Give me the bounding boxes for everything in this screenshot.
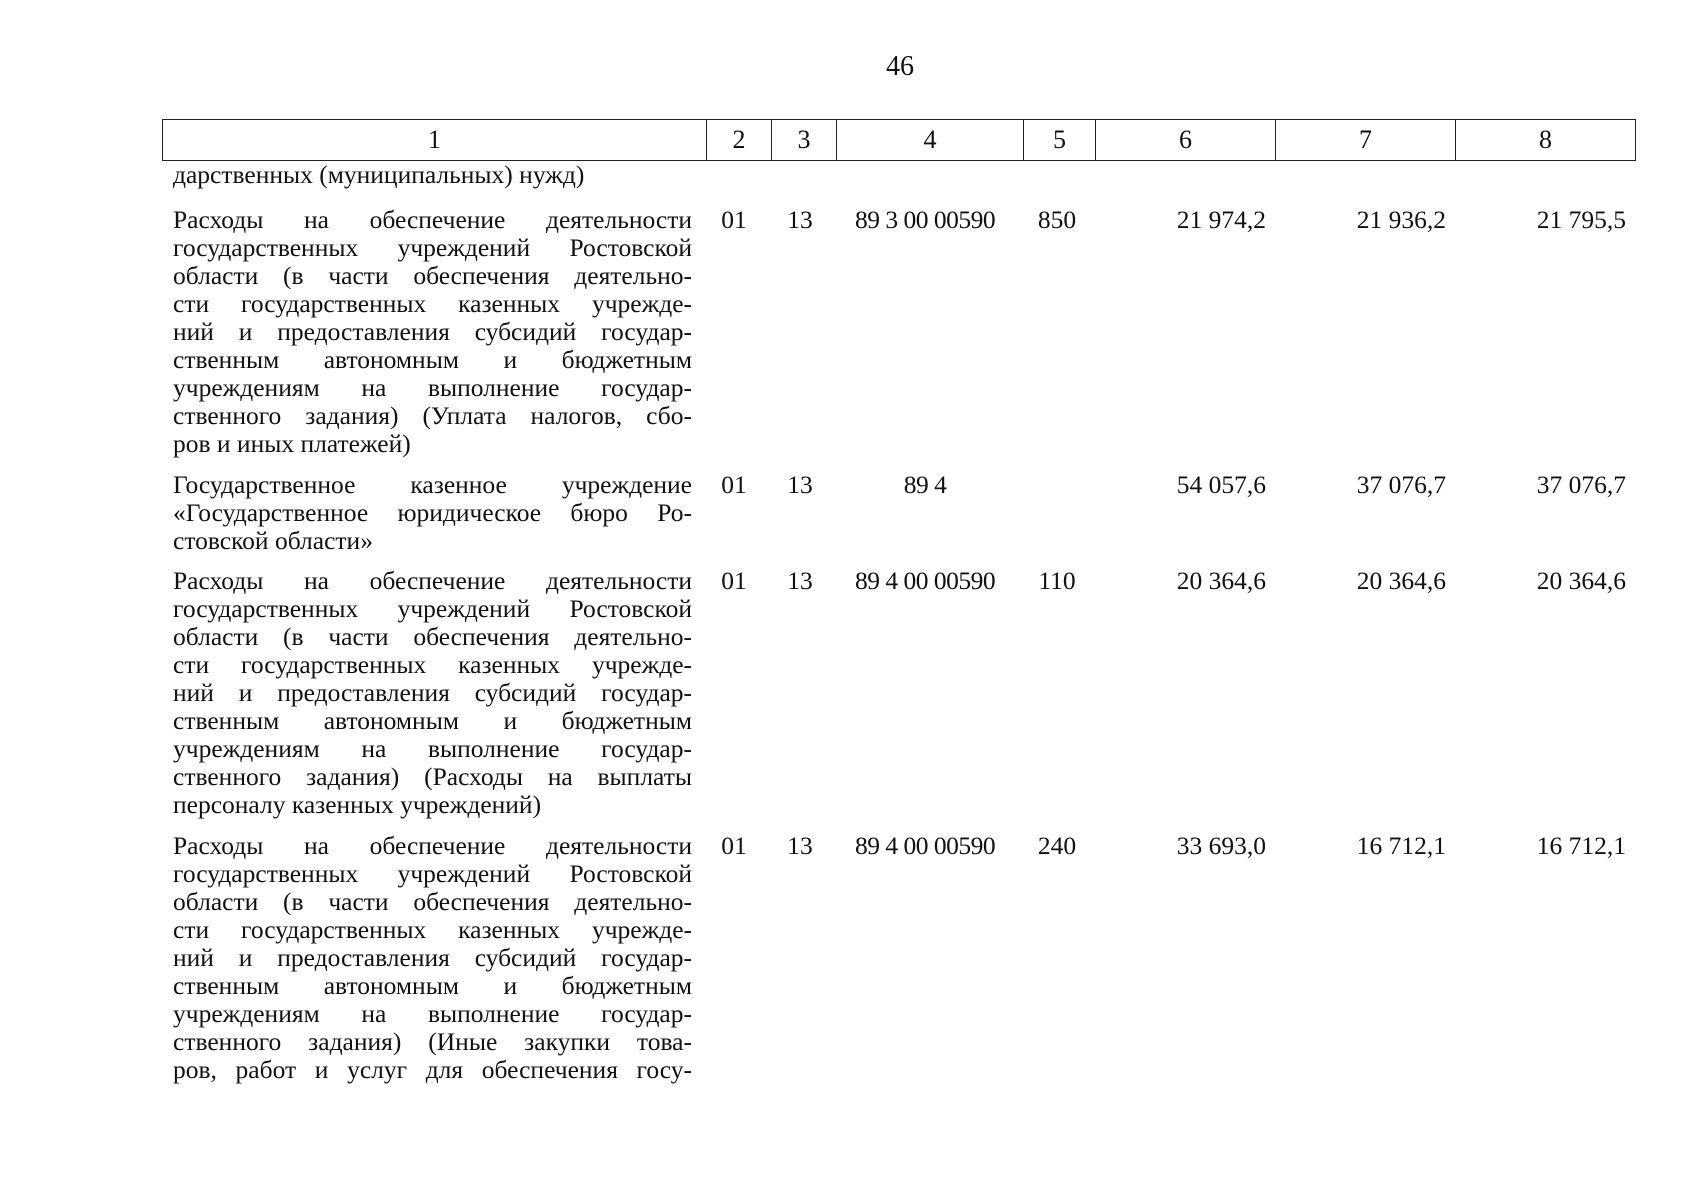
amount-col-7: 37 076,7 — [1356, 470, 1446, 499]
amount-col-6: 21 974,2 — [1176, 205, 1266, 234]
amount-col-7: 21 936,2 — [1356, 205, 1446, 234]
row-name-line: ственного задания) (Иные закупки това- — [173, 1027, 692, 1056]
section-code: 01 — [721, 205, 747, 234]
row-name-line: учреждениям на выполнение государ- — [173, 999, 692, 1028]
section-code: 01 — [721, 566, 747, 595]
row-name-line: ний и предоставления субсидий государ- — [173, 678, 692, 707]
expense-type-code: 240 — [1037, 831, 1077, 860]
column-header-table — [162, 119, 1636, 161]
column-header-8: 8 — [1456, 120, 1636, 161]
row-name — [173, 471, 692, 555]
row-name-line: ний и предоставления субсидий государ- — [173, 943, 692, 972]
row-name-line: Расходы на обеспечение деятельности — [173, 205, 692, 234]
amount-col-6: 20 364,6 — [1176, 566, 1266, 595]
row-name — [173, 567, 692, 819]
page-number: 46 — [886, 51, 914, 82]
subsection-code: 13 — [787, 205, 813, 234]
expense-type-code: 850 — [1037, 205, 1077, 234]
row-name-line: ров и иных платежей) — [173, 429, 411, 458]
column-header-4: 4 — [837, 120, 1024, 161]
amount-col-8: 16 712,1 — [1536, 831, 1626, 860]
expense-type-code: 110 — [1038, 566, 1076, 595]
row-name-line: сти государственных казенных учрежде- — [173, 289, 692, 318]
amount-col-7: 20 364,6 — [1356, 566, 1446, 595]
row-name-line: ров, работ и услуг для обеспечения госу- — [173, 1055, 692, 1084]
row-name-line: области (в части обеспечения деятельно- — [173, 261, 692, 290]
target-article-code: 89 4 00 00590 — [854, 566, 996, 595]
target-article-code: 89 4 — [903, 470, 947, 499]
amount-col-6: 33 693,0 — [1176, 831, 1266, 860]
subsection-code: 13 — [787, 470, 813, 499]
amount-col-8: 37 076,7 — [1536, 470, 1626, 499]
continuation-text: дарственных (муниципальных) нужд) — [173, 160, 585, 189]
subsection-code: 13 — [787, 566, 813, 595]
row-name-line: стовской области» — [173, 526, 373, 555]
row-name-line: персоналу казенных учреждений) — [173, 790, 542, 819]
column-header-row — [163, 120, 1636, 161]
row-name-line: ственного задания) (Расходы на выплаты — [173, 762, 692, 791]
row-name-line: ственным автономным и бюджетным — [173, 706, 692, 735]
target-article-code: 89 3 00 00590 — [854, 205, 996, 234]
row-name-line: государственных учреждений Ростовской — [173, 859, 692, 888]
row-name-line: ственным автономным и бюджетным — [173, 345, 692, 374]
row-name-line: ственного задания) (Уплата налогов, сбо- — [173, 401, 692, 430]
row-name-line: области (в части обеспечения деятельно- — [173, 887, 692, 916]
column-header-3: 3 — [772, 120, 837, 161]
section-code: 01 — [721, 470, 747, 499]
row-name-line: государственных учреждений Ростовской — [173, 594, 692, 623]
row-name-line: «Государственное юридическое бюро Ро- — [173, 498, 692, 527]
column-header-6: 6 — [1096, 120, 1276, 161]
amount-col-8: 21 795,5 — [1536, 205, 1626, 234]
row-name-line: сти государственных казенных учрежде- — [173, 650, 692, 679]
row-name-line: Расходы на обеспечение деятельности — [173, 831, 692, 860]
row-name — [173, 832, 692, 1084]
row-name-line: сти государственных казенных учрежде- — [173, 915, 692, 944]
column-header-1: 1 — [163, 120, 707, 161]
subsection-code: 13 — [787, 831, 813, 860]
column-header-7: 7 — [1276, 120, 1456, 161]
amount-col-7: 16 712,1 — [1356, 831, 1446, 860]
row-name-line: ний и предоставления субсидий государ- — [173, 317, 692, 346]
column-header-5: 5 — [1024, 120, 1096, 161]
column-header-2: 2 — [707, 120, 772, 161]
amount-col-6: 54 057,6 — [1176, 470, 1266, 499]
row-name-line: Расходы на обеспечение деятельности — [173, 566, 692, 595]
row-name-line: учреждениям на выполнение государ- — [173, 734, 692, 763]
row-name-line: учреждениям на выполнение государ- — [173, 373, 692, 402]
row-name-line: области (в части обеспечения деятельно- — [173, 622, 692, 651]
amount-col-8: 20 364,6 — [1536, 566, 1626, 595]
row-name — [173, 206, 692, 458]
row-name-line: Государственное казенное учреждение — [173, 470, 692, 499]
section-code: 01 — [721, 831, 747, 860]
row-name-line: государственных учреждений Ростовской — [173, 233, 692, 262]
target-article-code: 89 4 00 00590 — [854, 831, 996, 860]
row-name-line: ственным автономным и бюджетным — [173, 971, 692, 1000]
